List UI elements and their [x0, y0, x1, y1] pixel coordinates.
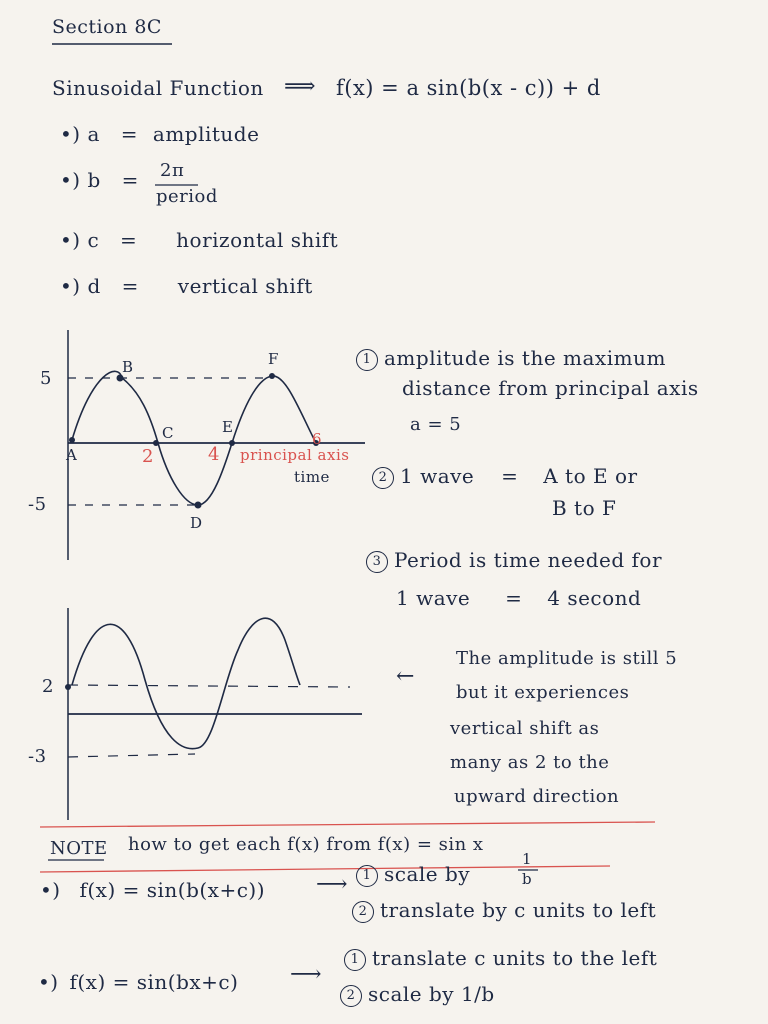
point-a-label: A	[66, 446, 78, 464]
pointer-arrow: ←	[396, 664, 415, 689]
def-var: b	[87, 168, 101, 192]
def-var: a	[87, 122, 100, 146]
x-tick-2: 2	[142, 446, 154, 467]
implies-arrow: ⟹	[284, 74, 317, 99]
def-var: c	[87, 228, 100, 252]
definition-item: •) b =	[60, 168, 139, 192]
def-eq: =	[121, 168, 139, 192]
time-label: time	[294, 468, 330, 486]
note1-line3: a = 5	[410, 414, 462, 435]
case2-step1: 1 translate c units to the left	[344, 946, 657, 971]
def-meaning: vertical shift	[177, 274, 313, 298]
point-c-label: C	[162, 424, 174, 442]
def-eq: =	[120, 228, 138, 252]
number-badge: 1	[356, 865, 378, 887]
frac-numerator: 2π	[160, 160, 185, 181]
def-meaning: horizontal shift	[176, 228, 339, 252]
section-title: Section 8C	[52, 16, 162, 38]
g2-note-line: upward direction	[454, 786, 620, 807]
point-f-label: F	[268, 350, 279, 368]
g2-y-top: 2	[42, 676, 54, 697]
sinusoidal-label: Sinusoidal Function	[52, 76, 264, 100]
number-badge: 2	[340, 985, 362, 1007]
note3-line2: 1 wave = 4 second	[396, 586, 642, 610]
graph2	[65, 608, 362, 820]
g2-note-line: many as 2 to the	[450, 752, 610, 773]
case1-arrow: ⟶	[316, 872, 349, 897]
frac-one: 1	[522, 850, 533, 868]
number-badge: 3	[366, 551, 388, 573]
note3: 3 Period is time needed for	[366, 548, 662, 573]
def-meaning: amplitude	[152, 122, 260, 146]
note1: 1 amplitude is the maximum	[356, 346, 666, 371]
point-d-label: D	[190, 514, 203, 532]
definition-item: •) a = amplitude	[60, 122, 260, 146]
g2-note-line: The amplitude is still 5	[456, 648, 678, 669]
def-eq: =	[120, 122, 139, 146]
number-badge: 1	[356, 349, 378, 371]
note-heading: NOTE	[50, 838, 108, 859]
case1-step1: 1 scale by	[356, 862, 470, 887]
def-eq: =	[121, 274, 139, 298]
def-var: d	[87, 274, 101, 298]
g2-note-line: but it experiences	[456, 682, 630, 703]
g1-y-top: 5	[40, 368, 52, 389]
point-e-label: E	[222, 418, 234, 436]
definition-item: •) c = horizontal shift	[60, 228, 339, 252]
note-heading-rest: how to get each f(x) from f(x) = sin x	[128, 834, 484, 855]
case1-formula: •) f(x) = sin(b(x+c))	[40, 878, 266, 902]
frac-b: b	[522, 870, 533, 888]
case2-formula: •) f(x) = sin(bx+c)	[38, 970, 239, 994]
g2-note-line: vertical shift as	[450, 718, 600, 739]
case2-step2: 2 scale by 1/b	[340, 982, 495, 1007]
note2-line2: B to F	[552, 496, 617, 520]
definition-item: •) d = vertical shift	[60, 274, 313, 298]
x-tick-6: 6	[312, 430, 323, 448]
number-badge: 2	[372, 467, 394, 489]
note2: 2 1 wave = A to E or	[372, 464, 638, 489]
g1-y-bottom: -5	[28, 494, 47, 515]
principal-axis-label: principal axis	[240, 446, 350, 464]
number-badge: 2	[352, 901, 374, 923]
point-b-label: B	[122, 358, 134, 376]
case1-step2: 2 translate by c units to left	[352, 898, 656, 923]
number-badge: 1	[344, 949, 366, 971]
case2-arrow: ⟶	[290, 962, 323, 987]
x-tick-4: 4	[208, 444, 220, 465]
general-formula: f(x) = a sin(b(x - c)) + d	[336, 76, 601, 100]
g2-y-bottom: -3	[28, 746, 47, 767]
note1-line2: distance from principal axis	[402, 376, 699, 400]
frac-denominator: period	[156, 186, 218, 207]
